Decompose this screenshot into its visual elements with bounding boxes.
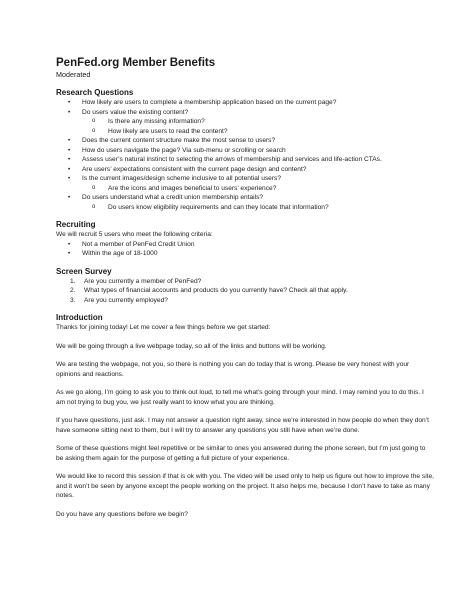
intro-paragraph: Thanks for joining today! Let me cover a few things before we get started: [56, 324, 271, 331]
introduction-heading: Introduction [56, 313, 103, 322]
research-question: • Is the current images/design scheme inclusive to all potential users? [64, 174, 434, 184]
research-question: • How do users navigate the page? Via sub-menu or scrolling or search [64, 146, 434, 156]
research-question: • Are users’ expectations consistent with the current page design and content? [64, 165, 434, 175]
intro-paragraph: Do you have any questions before we begin? [56, 510, 188, 518]
list-item: 1. Are you currently a member of PenFed? [70, 277, 202, 285]
research-question: • How likely are users to complete a membership application based on the current page? [64, 98, 434, 108]
recruiting-section [56, 220, 434, 259]
research-question: • Does the current content structure make the most sense to users? [64, 136, 434, 146]
page-title: PenFed.org Member Benefits [56, 57, 216, 69]
screen-survey-list [56, 277, 434, 306]
intro-paragraph: We will be going through a live webpage today, so all of the links and buttons will be working. [56, 342, 327, 350]
research-question: • Assess user’s natural instinct to selecting the arrows of membership and services and life-action CTAs. [64, 155, 434, 165]
intro-paragraph: We are testing the webpage, not you, so there is nothing you can do today that is wrong. Please be very honest with your opinions and reactions. [56, 361, 410, 378]
research-list [56, 98, 434, 212]
list-item: 3. Are you currently employed? [70, 296, 168, 304]
research-question: • Do users understand what a credit union membership entails? [64, 193, 434, 203]
research-heading: Research Questions [56, 88, 134, 97]
list-item: 2. What types of financial accounts and products do you currently have? Check all that apply. [70, 287, 348, 294]
intro-paragraph: We would like to record this session if that is ok with you. The video will be used only to help us figure out how to improve the site, and it won’t be seen by anyone except the people working on the project. It also helps me, because I don’t have to take as many notes. [56, 473, 434, 499]
research-subquestion: o How likely are users to read the content? [78, 127, 434, 137]
screen-survey-section [56, 267, 434, 306]
intro-paragraph: If you have questions, just ask. I may not answer a question right away, since we’re interested in how people do when they don’t have someone sitting next to them, but I will try to answer any questions you still have when we’re done. [56, 417, 430, 434]
list-item: • Within the age of 18-1000 [64, 249, 434, 259]
introduction-section [56, 313, 434, 519]
research-subquestion: o Do users know eligibility requirements and can they locate that information? [78, 203, 434, 213]
page-subtitle: Moderated [56, 70, 91, 79]
recruiting-heading: Recruiting [56, 220, 96, 229]
intro-paragraph: As we go along, I’m going to ask you to think out loud, to tell me what’s going through your mind. I may remind you to do this. I am not trying to bug you, we just really want to know what you are thinking. [56, 389, 424, 406]
recruiting-list [56, 240, 434, 259]
intro-paragraph: Some of these questions might feel repetitive or be similar to ones you answered during the phone screen, but I’m just going to be asking them again for the purpose of getting a full picture of your experience. [56, 445, 426, 462]
research-question: • Do users value the existing content? [64, 108, 434, 118]
research-section [56, 88, 434, 212]
recruiting-intro: We will recruit 5 users who meet the following criteria: [56, 231, 213, 238]
screen-survey-heading: Screen Survey [56, 266, 112, 276]
list-item: • Not a member of PenFed Credit Union [64, 240, 434, 250]
research-subquestion: o Is there any missing information? [78, 117, 434, 127]
research-subquestion: o Are the icons and images beneficial to users’ experience? [78, 184, 434, 194]
